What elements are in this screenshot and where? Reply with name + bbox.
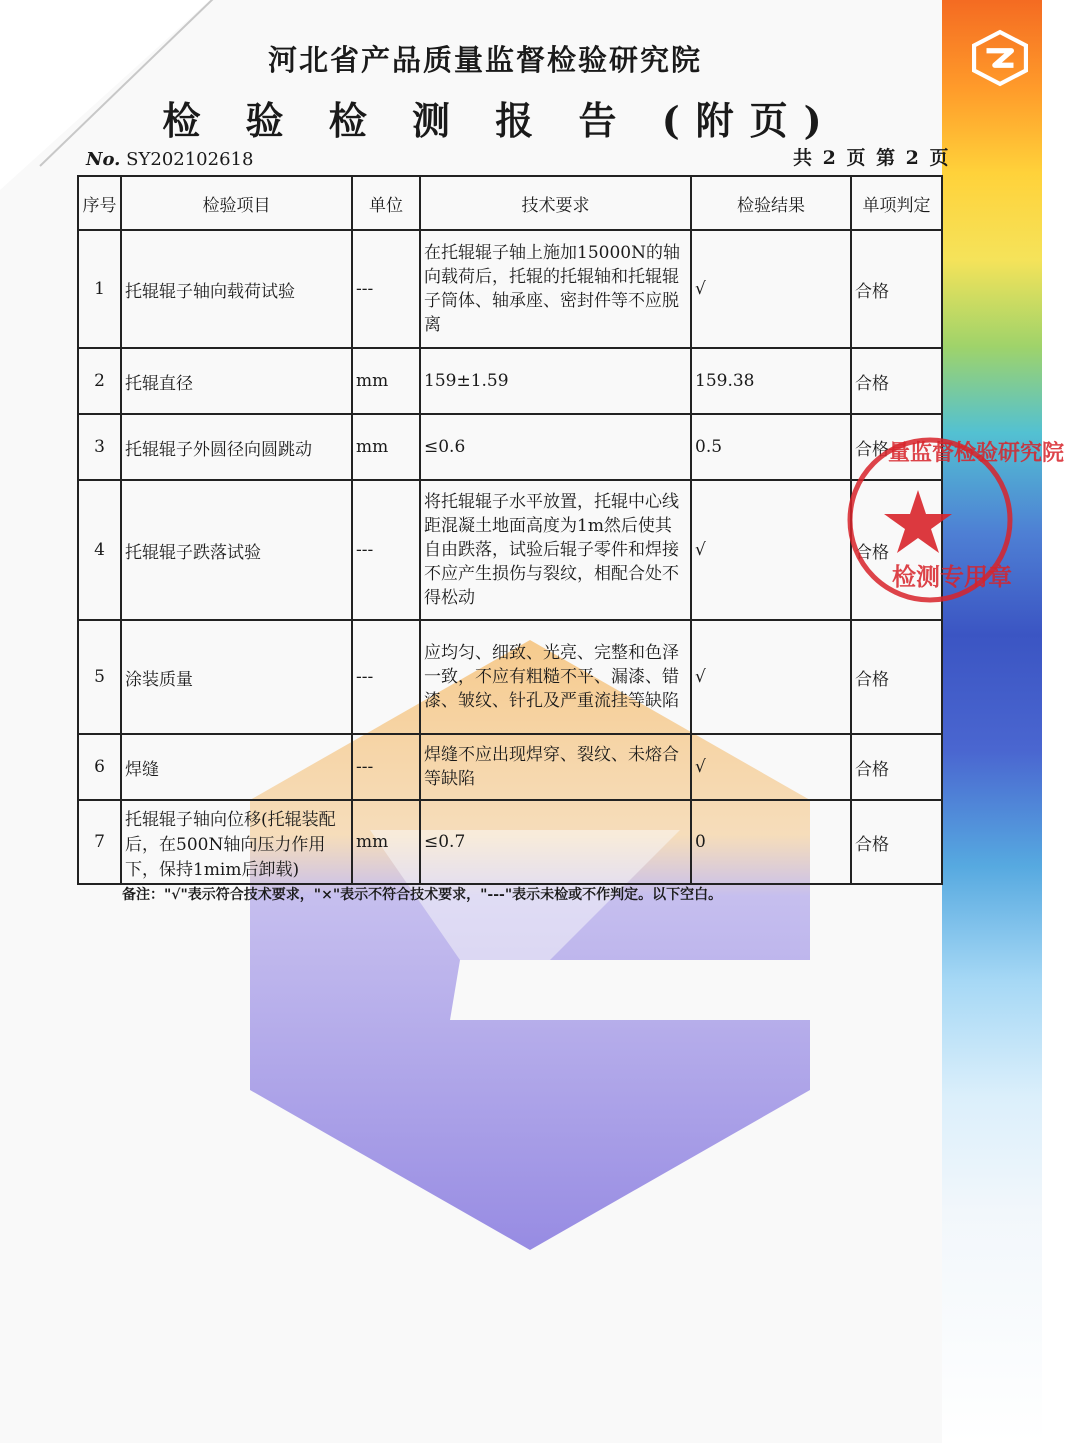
row-result: 159.38 — [691, 348, 851, 414]
table-row — [78, 348, 942, 414]
svg-text:检测专用章: 检测专用章 — [892, 562, 1012, 591]
row-item: 焊缝 — [121, 734, 352, 800]
row-result: √ — [691, 230, 851, 348]
row-verdict: 合格 — [851, 480, 942, 620]
row-unit: --- — [352, 620, 420, 734]
row-requirement: 在托辊辊子轴上施加15000N的轴向载荷后，托辊的托辊轴和托辊辊子筒体、轴承座、密封件等不应脱离 — [420, 230, 691, 348]
table-row — [78, 414, 942, 480]
row-verdict: 合格 — [851, 414, 942, 480]
remark-note: 备注："√"表示符合技术要求，"×"表示不符合技术要求，"---"表示未检或不作判定。以下空白。 — [122, 887, 723, 903]
row-verdict: 合格 — [851, 620, 942, 734]
row-result: √ — [691, 480, 851, 620]
table-row — [78, 230, 942, 348]
report-number-value: SY202102618 — [126, 149, 254, 170]
row-result: √ — [691, 620, 851, 734]
row-item: 托辊辊子轴向载荷试验 — [121, 230, 352, 348]
table-row — [78, 620, 942, 734]
row-requirement: 应均匀、细致、光亮、完整和色泽一致，不应有粗糙不平、漏漆、错漆、皱纹、针孔及严重流挂等缺陷 — [420, 620, 691, 734]
row-no: 3 — [78, 414, 121, 480]
row-result: 0.5 — [691, 414, 851, 480]
row-item: 托辊直径 — [121, 348, 352, 414]
institute-logo-icon — [972, 30, 1028, 86]
row-requirement: 159±1.59 — [420, 348, 691, 414]
row-requirement: 将托辊辊子水平放置，托辊中心线距混凝土地面高度为1m然后使其自由跌落，试验后辊子零件和焊接不应产生损伤与裂纹，相配合处不得松动 — [420, 480, 691, 620]
row-unit: --- — [352, 480, 420, 620]
row-verdict: 合格 — [851, 800, 942, 884]
table-header-row — [78, 176, 942, 230]
row-item: 托辊辊子外圆径向圆跳动 — [121, 414, 352, 480]
table-row — [78, 734, 942, 800]
row-item: 托辊辊子跌落试验 — [121, 480, 352, 620]
inspection-seal-icon — [868, 420, 1065, 620]
header-result: 检验结果 — [691, 176, 851, 230]
header-unit: 单位 — [352, 176, 420, 230]
row-item: 托辊辊子轴向位移(托辊装配后，在500N轴向压力作用下，保持1mim后卸载) — [121, 800, 352, 884]
row-no: 1 — [78, 230, 121, 348]
row-item: 涂装质量 — [121, 620, 352, 734]
report-number-prefix: No. — [86, 149, 121, 170]
row-no: 5 — [78, 620, 121, 734]
table-row — [78, 800, 942, 884]
report-number — [86, 149, 253, 170]
row-unit: mm — [352, 800, 420, 884]
page-info: 共 2 页 第 2 页 — [793, 147, 951, 169]
row-unit: --- — [352, 734, 420, 800]
header-item: 检验项目 — [121, 176, 352, 230]
row-requirement: ≤0.6 — [420, 414, 691, 480]
row-unit: --- — [352, 230, 420, 348]
svg-text:量监督检验研究院: 量监督检验研究院 — [888, 440, 1065, 466]
page-margin-right — [1042, 0, 1080, 1443]
row-unit: mm — [352, 414, 420, 480]
row-verdict: 合格 — [851, 230, 942, 348]
row-verdict: 合格 — [851, 348, 942, 414]
header-requirement: 技术要求 — [420, 176, 691, 230]
row-unit: mm — [352, 348, 420, 414]
inspection-table — [77, 175, 943, 885]
row-requirement: ≤0.7 — [420, 800, 691, 884]
header-verdict: 单项判定 — [851, 176, 942, 230]
row-no: 4 — [78, 480, 121, 620]
table-row — [78, 480, 942, 620]
row-no: 7 — [78, 800, 121, 884]
report-title: 检 验 检 测 报 告 (附页) — [162, 98, 838, 143]
row-result: √ — [691, 734, 851, 800]
row-verdict: 合格 — [851, 734, 942, 800]
row-requirement: 焊缝不应出现焊穿、裂纹、未熔合等缺陷 — [420, 734, 691, 800]
security-strip — [942, 0, 1042, 1443]
header-no: 序号 — [78, 176, 121, 230]
row-no: 2 — [78, 348, 121, 414]
row-no: 6 — [78, 734, 121, 800]
institute-name: 河北省产品质量监督检验研究院 — [267, 43, 702, 77]
row-result: 0 — [691, 800, 851, 884]
